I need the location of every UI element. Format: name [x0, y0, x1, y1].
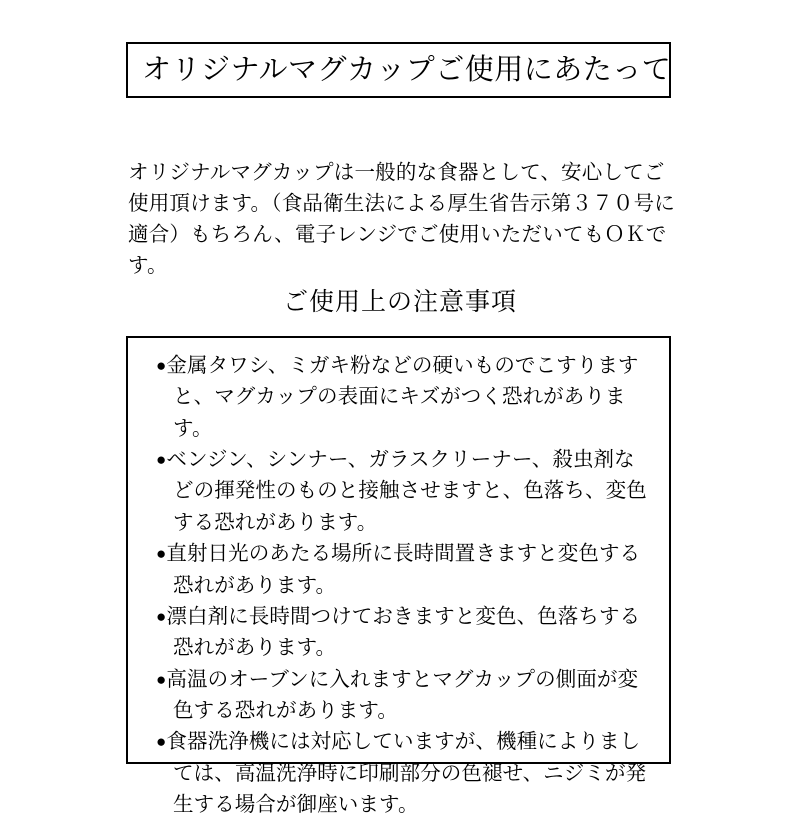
list-item-text: 高温のオーブンに入れますとマグカップの側面が変色する恐れがあります。 [166, 667, 639, 722]
section-heading: ご使用上の注意事項 [282, 288, 517, 316]
list-item-text: ベンジン、シンナー、ガラスクリーナー、殺虫剤などの揮発性のものと接触させますと、色落ち、変色する恐れがあります。 [166, 448, 647, 534]
notes-list [128, 338, 669, 820]
list-item-text: 直射日光のあたる場所に長時間置きますと変色する恐れがあります。 [166, 542, 641, 597]
bullet-icon: ● [156, 450, 167, 470]
bullet-icon: ● [156, 356, 167, 375]
list-item-text: 漂白剤に長時間つけておきますと変色、色落ちする恐れがあります。 [166, 604, 641, 660]
list-item [156, 664, 653, 727]
list-item-text: 食器洗浄機には対応していますが、機種によりましては、高温洗浄時に印刷部分の色褪せ、ニジミが発生する場合が御座います。 [166, 730, 647, 817]
list-item [156, 726, 653, 820]
bullet-icon: ● [156, 669, 167, 689]
list-item [156, 350, 653, 444]
list-item [156, 444, 653, 538]
bullet-icon: ● [156, 606, 167, 626]
page-title: オリジナルマグカップご使用にあたって [142, 53, 672, 86]
list-item-text: 金属タワシ、ミガキ粉などの硬いものでこすりますと、マグカップの表面にキズがつく恐れがあります。 [166, 354, 639, 440]
list-item [156, 538, 653, 601]
bullet-icon: ● [156, 732, 167, 752]
intro-paragraph: オリジナルマグカップは一般的な食器として、安心してご使用頂けます。（食品衛生法による厚生省告示第３７０号に適合）もちろん、電子レンジでご使用いただいてもＯＫです。 [128, 160, 676, 277]
notes-box [126, 336, 671, 817]
bullet-icon: ● [156, 544, 167, 564]
list-item [156, 601, 653, 664]
title-box [126, 42, 671, 98]
